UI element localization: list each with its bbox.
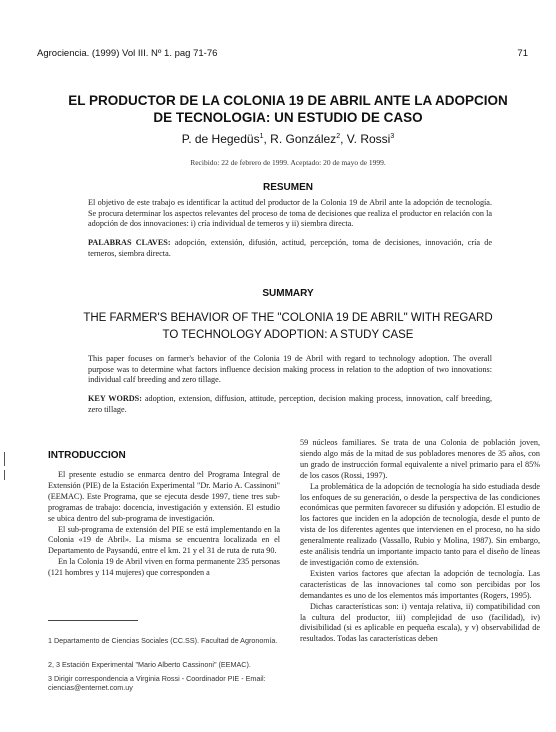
- summary-keywords-label: KEY WORDS:: [88, 394, 142, 403]
- author-2: , R. González: [263, 132, 337, 146]
- intro-heading: INTRODUCCION: [48, 450, 126, 461]
- intro-paragraph-1: El presente estudio se enmarca dentro del Programa Integral de Extensión (PIE) de la Estación Experimental "Dr. Mario A. Cassinoni" (EEMAC). Este Programa, que se ejecuta desde 1997, tiene tres sub-programas de trabajo: docencia, investigación y extensión. El estudio se ubica dentro del sub-programa de investigación.: [48, 470, 280, 523]
- authors: [40, 132, 536, 146]
- summary-keywords-text: adoption, extension, diffusion, attitude, perception, decision making process, innovation, calf breeding, zero tillage.: [88, 394, 492, 414]
- paper-title: [40, 92, 536, 126]
- summary-title-line-2: TO TECHNOLOGY ADOPTION: A STUDY CASE: [162, 329, 414, 341]
- running-header: Agrociencia. (1999) Vol III. Nº 1. pag 71-76: [37, 48, 218, 59]
- summary-body: This paper focuses on farmer's behavior of the Colonia 19 de Abril with regard to technology adoption. The overall purpose was to determine what factors influence decision making process in relation to the adoption of two innovations: individual calf breeding and zero tillage.: [88, 354, 492, 384]
- paper-title-line-2: DE TECNOLOGIA: UN ESTUDIO DE CASO: [153, 110, 423, 125]
- intro-paragraph-3: En la Colonia 19 de Abril viven en forma permanente 235 personas (121 hombres y 114 mujeres) que corresponden a: [48, 557, 280, 578]
- summary-heading: SUMMARY: [262, 288, 314, 299]
- footnote-rule: [48, 620, 138, 621]
- margin-mark: [4, 470, 5, 480]
- page-number: 71: [517, 48, 528, 59]
- paper-title-line-1: EL PRODUCTOR DE LA COLONIA 19 DE ABRIL ANTE LA ADOPCION: [68, 93, 508, 108]
- footnote-2: 2, 3 Estación Experimental "Mario Alberto Cassinoni" (EEMAC).: [48, 660, 251, 669]
- summary-title: [40, 310, 536, 344]
- author-2-affiliation: 2: [336, 133, 341, 140]
- author-1-affiliation: 1: [259, 133, 264, 140]
- resumen-keywords: [88, 238, 492, 259]
- resumen-keywords-text: adopción, extensión, difusión, actitud, percepción, toma de decisiones, innovación, cría de terneros, siembra directa.: [88, 238, 492, 258]
- resumen-heading: RESUMEN: [262, 182, 313, 193]
- resumen-keywords-label: PALABRAS CLAVES:: [88, 238, 171, 247]
- resumen-body: El objetivo de este trabajo es identificar la actitud del productor de la Colonia 19 de Abril ante la adopción de tecnología. Se procura determinar los aspectos relevantes del proceso de toma de decisiones que realiza el productor en relación con la adopción de dos innovaciones: i) cría individual de terneros y ii) siembra directa.: [88, 198, 492, 228]
- footnote-1: 1 Departamento de Ciencias Sociales (CC.SS). Facultad de Agronomía.: [48, 636, 278, 645]
- intro-paragraph-4: 59 núcleos familiares. Se trata de una Colonia de población joven, siendo algo más de la mitad de sus pobladores menores de 35 años, con un grado de instrucción formal equivalente a nivel primario para el 85% de los casos (Rossi, 1997).: [300, 438, 540, 480]
- received-dates: Recibido: 22 de febrero de 1999. Aceptado: 20 de mayo de 1999.: [190, 158, 386, 167]
- author-3-affiliation: 3: [390, 133, 395, 140]
- left-column: [48, 470, 280, 579]
- summary-keywords: [88, 394, 492, 415]
- intro-paragraph-6: Existen varios factores que afectan la adopción de tecnología. Las características de las innovaciones tal como son percibidas por los demandantes es uno de los elementos más importantes (Rogers, 1995).: [300, 568, 540, 600]
- author-1: P. de Hegedüs: [181, 132, 260, 146]
- right-column: [300, 438, 540, 645]
- margin-mark: [4, 452, 5, 466]
- intro-paragraph-2: El sub-programa de extensión del PIE se está implementando en la Colonia «19 de Abril». La misma se encuentra localizada en el Departamento de Paysandú, entre el km. 21 y el 31 de ruta de ruta 90.: [48, 524, 280, 556]
- intro-paragraph-5: La problemática de la adopción de tecnología ha sido estudiada desde los enfoques de su generación, o desde la perspectiva de las condiciones económicas que permiten favorecer su difusión y adopción. El estudio de los factores que inciden en la adopción de tecnología, desde el punto de vista de los diferentes agentes que intervienen en el proceso, no ha sido generalmente realizado (Vassallo, Rubio y Molina, 1987). Sin embargo, este análisis tendría un importante impacto tanto para el diseño de líneas de investigación como de extensión.: [300, 481, 540, 567]
- author-3: , V. Rossi: [340, 132, 391, 146]
- footnote-3: 3 Dirigir correspondencia a Virginia Rossi - Coordinador PIE - Email: ciencias@enternet.com.uy: [48, 674, 266, 692]
- intro-paragraph-7: Dichas características son: i) ventaja relativa, ii) compatibilidad con la cultura del productor, iii) complejidad de uso (facilidad), iv) divisibilidad (si es aplicable en pequeña escala), y v) observabilidad de resultados. Todas las características deben: [300, 601, 540, 644]
- summary-title-line-1: THE FARMER'S BEHAVIOR OF THE "COLONIA 19 DE ABRIL" WITH REGARD: [83, 312, 493, 324]
